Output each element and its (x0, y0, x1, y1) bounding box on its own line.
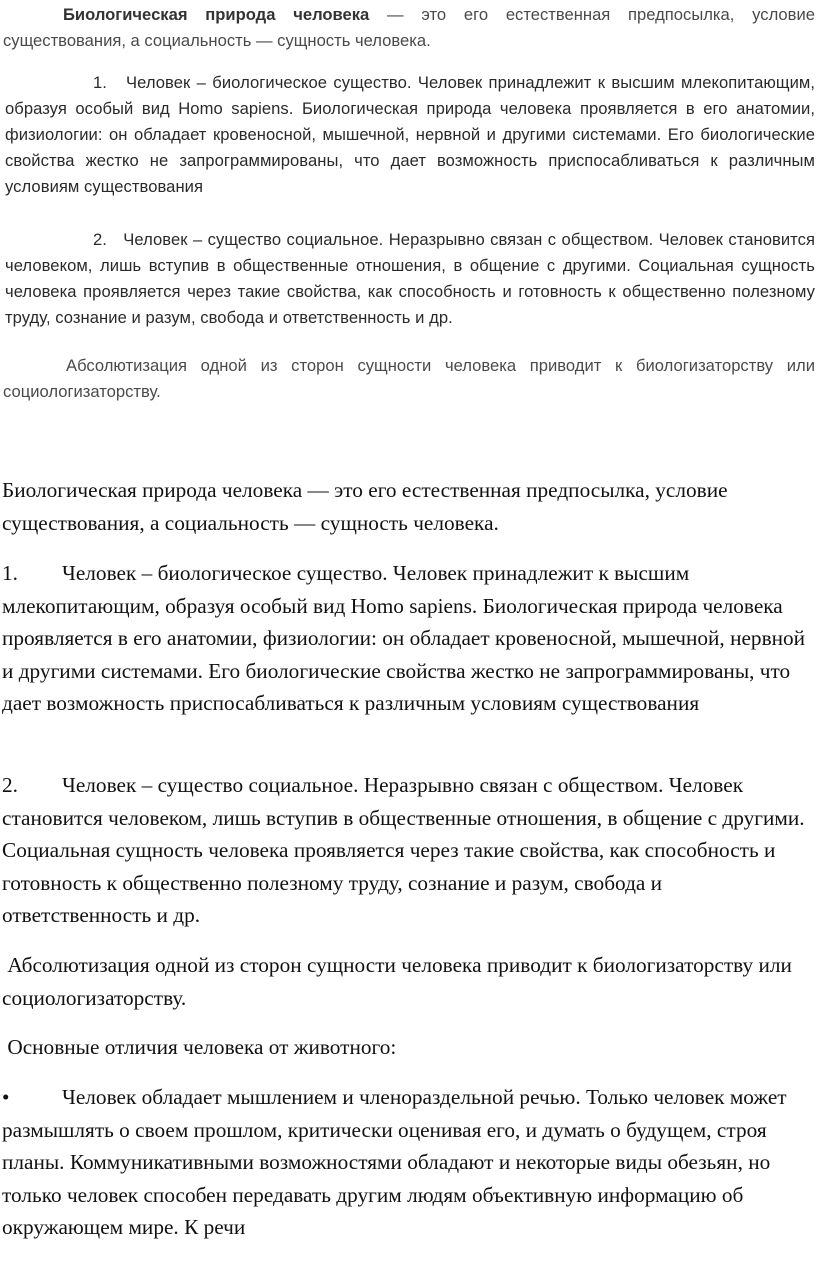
list-number: 1. (93, 73, 107, 92)
list-item-biological (5, 70, 815, 200)
bullet-item (2, 1081, 814, 1244)
list-item-text: Человек – биологическое существо. Человек принадлежит к высшим млекопитающим, образуя особый вид Homo sapiens. Биологическая природа человека проявляется в его анатомии, физиологии: он обладает кровеносной, мышечной, нервной и другими системами. Его биологические свойства жестко не запрограммированы, что дает возможность приспосабливаться к различным условиям существования (2, 561, 806, 716)
differences-heading (2, 1031, 814, 1064)
intro-bold-term: Биологическая природа человека (63, 5, 370, 24)
differences-heading-text: Основные отличия человека от животного: (7, 1035, 397, 1059)
bullet-item-text: Человек обладает мышлением и членораздельной речью. Только человек может размышлять о своем прошлом, критически оценивая его, и думать о будущем, строя планы. Коммуникативными возможностями обладают и некоторые виды обезьян, но только человек способен передавать другим людям объективную информацию об окружающем мире. К речи (2, 1085, 787, 1240)
absolutization-paragraph (2, 949, 814, 1014)
intro-paragraph: Биологическая природа человека — это его естественная предпосылка, условие существования, а социальность — сущность человека. (2, 478, 728, 535)
absolutization-text: Абсолютизация одной из сторон сущности человека приводит к биологизаторству или социологизаторству. (2, 953, 792, 1010)
list-item-text: Человек – существо социальное. Неразрывно связан с обществом. Человек становится человеком, лишь вступив в общественные отношения, в общение с другими. Социальная сущность человека проявляется через такие свойства, как способность и готовность к общественно полезному труду, сознание и разум, свобода и ответственность и др. (5, 230, 816, 327)
list-number: 2. (2, 773, 18, 797)
intro-rest: — это его естественная предпосылка, условие существования, а социальность — сущность человека. (3, 5, 815, 50)
list-item-social (5, 227, 815, 331)
list-item-text: Человек – биологическое существо. Человек принадлежит к высшим млекопитающим, образуя особый вид Homo sapiens. Биологическая природа человека проявляется в его анатомии, физиологии: он обладает кровеносной, мышечной, нервной и другими системами. Его биологические свойства жестко не запрограммированы, что дает возможность приспосабливаться к различным условиям существования (5, 73, 816, 196)
list-item-text: Человек – существо социальное. Неразрывно связан с обществом. Человек становится человеком, лишь вступив в общественные отношения, в общение с другими. Социальная сущность человека проявляется через такие свойства, как способность и готовность к общественно полезному труду, сознание и разум, свобода и ответственность и др. (2, 773, 805, 928)
list-item-biological (2, 557, 814, 720)
list-item-social (2, 769, 814, 932)
list-number: 2. (93, 230, 107, 249)
absolutization-paragraph: Абсолютизация одной из сторон сущности человека приводит к биологизаторству или социологизаторству. (3, 356, 815, 401)
intro-paragraph (3, 2, 815, 54)
bullet-marker: • (2, 1085, 10, 1109)
list-number: 1. (2, 561, 18, 585)
